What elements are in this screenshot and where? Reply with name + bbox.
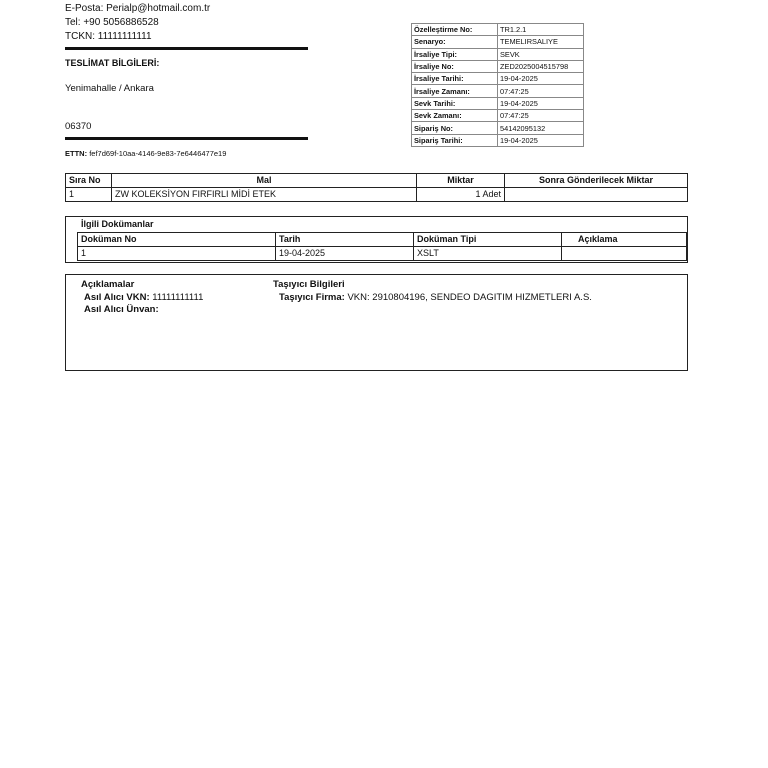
meta-key: Senaryo: [412,36,498,48]
meta-value: ZED2025004515798 [498,60,584,72]
email-text: E-Posta: Perialp@hotmail.com.tr [65,3,211,14]
meta-key: İrsaliye Zamanı: [412,85,498,97]
meta-key: İrsaliye Tipi: [412,48,498,60]
carrier-title: Taşıyıcı Bilgileri [273,279,345,290]
meta-row [412,73,584,85]
table-row [66,188,688,202]
meta-row [412,110,584,122]
meta-key: Sipariş Tarihi: [412,134,498,146]
meta-row [412,48,584,60]
phone-text: Tel: +90 5056886528 [65,17,159,28]
item-qty: 1 Adet [417,188,505,202]
col-sira-no: Sıra No [66,174,112,188]
meta-row [412,36,584,48]
sender-contact [65,2,210,44]
delivery-title: TESLİMAT BİLGİLERİ: [65,58,160,68]
divider-top [65,47,308,50]
meta-value: SEVK [498,48,584,60]
notes-title: Açıklamalar [81,279,135,290]
buyer-vkn [84,292,203,303]
col-aciklama: Açıklama [562,233,687,247]
col-sonra-gonderilecek: Sonra Gönderilecek Miktar [505,174,688,188]
related-documents-box [65,216,688,263]
ettn-value: fef7d69f-10aa-4146-9e83-7e6446477e19 [89,149,227,158]
ettn [65,149,226,158]
carrier-firm [279,292,592,303]
meta-value: TR1.2.1 [498,24,584,36]
table-row [78,247,687,261]
meta-key: İrsaliye Tarihi: [412,73,498,85]
doc-no: 1 [78,247,276,261]
delivery-district: Yenimahalle / Ankara [65,83,154,94]
doc-type: XSLT [414,247,562,261]
documents-table [77,232,687,261]
meta-value: 19-04-2025 [498,134,584,146]
meta-row [412,122,584,134]
meta-row [412,24,584,36]
buyer-vkn-label: Asıl Alıcı VKN: [84,292,150,303]
col-tarih: Tarih [276,233,414,247]
doc-date: 19-04-2025 [276,247,414,261]
tckn-text: TCKN: 11111111111 [65,31,152,42]
col-dokuman-no: Doküman No [78,233,276,247]
buyer-unvan-label: Asıl Alıcı Ünvan: [84,304,159,315]
items-table [65,173,688,202]
meta-row [412,85,584,97]
item-no: 1 [66,188,112,202]
meta-row [412,134,584,146]
item-later-qty [505,188,688,202]
delivery-postal-code: 06370 [65,121,92,132]
meta-key: Sipariş No: [412,122,498,134]
meta-value: 54142095132 [498,122,584,134]
col-mal: Mal [112,174,417,188]
related-documents-title: İlgili Dokümanlar [81,219,154,229]
meta-value: 19-04-2025 [498,97,584,109]
divider-bottom [65,137,308,140]
meta-value: 07:47:25 [498,85,584,97]
meta-row [412,97,584,109]
doc-desc [562,247,687,261]
ettn-label: ETTN: [65,149,88,158]
meta-row [412,60,584,72]
meta-value: TEMELIRSALIYE [498,36,584,48]
carrier-firm-label: Taşıyıcı Firma: [279,292,345,303]
waybill-meta-table [411,23,584,147]
notes-box [65,274,688,371]
meta-key: Sevk Zamanı: [412,110,498,122]
buyer-vkn-value: 11111111111 [152,292,204,303]
meta-key: Sevk Tarihi: [412,97,498,109]
meta-key: İrsaliye No: [412,60,498,72]
col-miktar: Miktar [417,174,505,188]
meta-key: Özelleştirme No: [412,24,498,36]
meta-value: 19-04-2025 [498,73,584,85]
carrier-firm-value: VKN: 2910804196, SENDEO DAGITIM HIZMETLERI A.S. [347,292,592,303]
col-dokuman-tipi: Doküman Tipi [414,233,562,247]
meta-value: 07:47:25 [498,110,584,122]
item-name: ZW KOLEKSİYON FIRFIRLI MİDİ ETEK [112,188,417,202]
